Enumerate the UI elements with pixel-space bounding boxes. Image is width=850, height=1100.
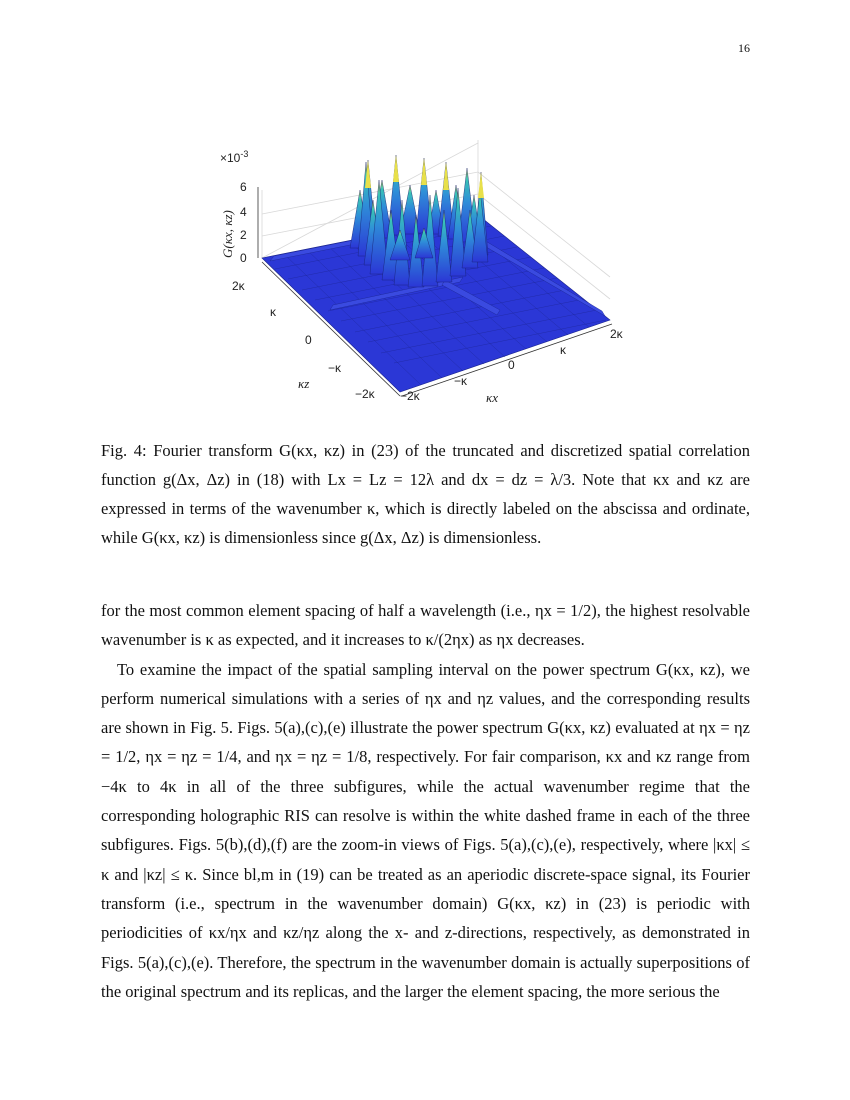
kz-tick: −κ <box>328 361 342 375</box>
kx-tick: 0 <box>508 358 515 372</box>
body-text <box>101 596 750 1006</box>
kz-tick: 2κ <box>232 279 245 293</box>
surface-plot <box>210 140 640 410</box>
surface-plot-figure <box>210 140 640 410</box>
paragraph: for the most common element spacing of half a wavelength (i.e., ηx = 1/2), the highest resolvable wavenumber is κ as expected, and it increases to κ/(2ηx) as ηx decreases. <box>101 601 750 650</box>
kx-tick: −2κ <box>400 389 420 403</box>
kz-tick: κ <box>270 305 276 319</box>
page-number: 16 <box>738 41 750 55</box>
z-tick: 2 <box>240 228 247 242</box>
kx-tick: −κ <box>454 374 468 388</box>
kx-tick: 2κ <box>610 327 623 341</box>
kz-tick: 0 <box>305 333 312 347</box>
paragraph: To examine the impact of the spatial sampling interval on the power spectrum G(κx, κz), we perform numerical simulations with a series of ηx and ηz values, and the corresponding results are shown in Fig. 5. Figs. 5(a),(c),(e) illustrate the power spectrum G(κx, κz) evaluated at ηx = ηz = 1/2, ηx = ηz = 1/4, and ηx = ηz = 1/8, respectively. For fair comparison, κx and κz range from −4κ to 4κ in all of the three subfigures, while the actual wavenumber regime that the corresponding holographic RIS can resolve is within the white dashed frame in each of the three subfigures. Figs. 5(b),(d),(f) are the zoom-in views of Figs. 5(a),(c),(e), respectively, where |κx| ≤ κ and |κz| ≤ κ. Since bl,m in (19) can be treated as an aperiodic discrete-space signal, its Fourier transform (i.e., spectrum in the wavenumber domain) G(κx, κz) in (23) is periodic with periodicities of κx/ηx and κz/ηz along the x- and z-directions, respectively, as demonstrated in Figs. 5(a),(c),(e). Therefore, the spectrum in the wavenumber domain is actually superpositions of the original spectrum and its replicas, and the larger the element spacing, the more serious the <box>101 659 750 1001</box>
z-tick: 6 <box>240 180 247 194</box>
z-axis <box>220 149 258 265</box>
surface-base <box>262 215 610 392</box>
kx-axis-label: κx <box>486 390 499 405</box>
z-tick: 4 <box>240 205 247 219</box>
figure-caption: Fig. 4: Fourier transform G(κx, κz) in (23) of the truncated and discretized spatial correlation function g(Δx, Δz) in (18) with Lx = Lz = 12λ and dx = dz = λ/3. Note that κx and κz are expressed in terms of the wavenumber κ, which is directly labeled on the abscissa and ordinate, while G(κx, κz) is dimensionless since g(Δx, Δz) is dimensionless. <box>101 441 750 547</box>
kz-tick: −2κ <box>355 387 375 401</box>
kx-tick: κ <box>560 343 566 357</box>
z-axis-label: G(κx, κz) <box>220 210 235 258</box>
z-axis-exponent: $\times 10^{-3}$ <box>220 149 249 165</box>
z-tick: 0 <box>240 251 247 265</box>
kz-axis-label: κz <box>298 376 310 391</box>
